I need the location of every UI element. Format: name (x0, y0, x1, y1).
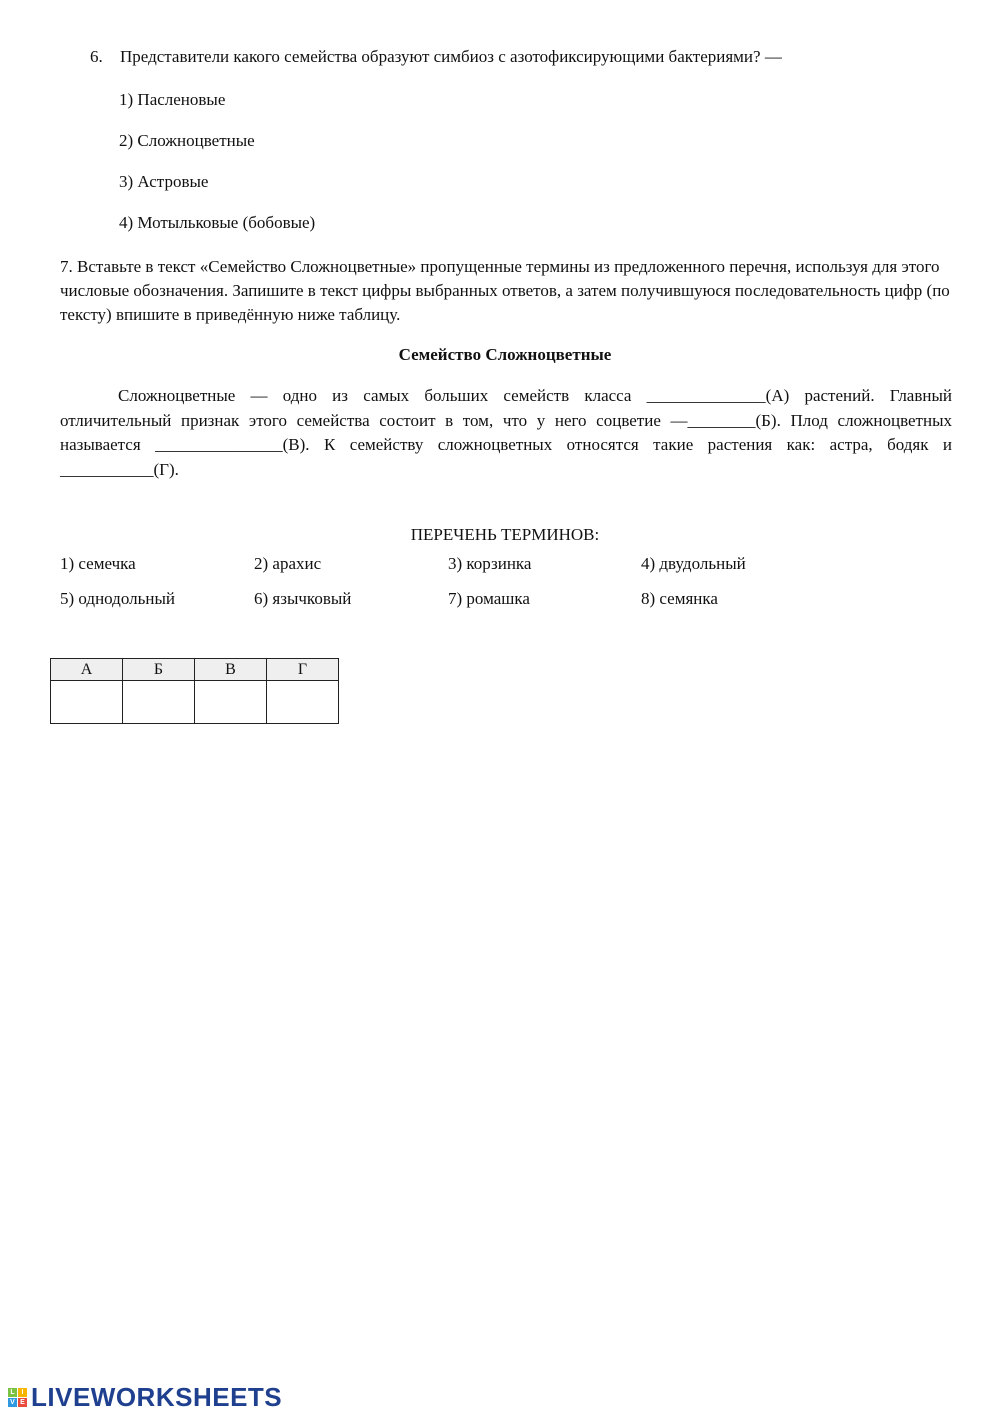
logo-block-i: I (18, 1388, 27, 1397)
answer-table (50, 658, 339, 724)
term-3: 3) корзинка (448, 554, 532, 573)
section-title: Семейство Сложноцветные (398, 345, 612, 364)
term-7: 7) ромашка (448, 589, 530, 608)
question-6-number: 6. (90, 47, 103, 66)
terms-list-title: ПЕРЕЧЕНЬ ТЕРМИНОВ: (410, 525, 600, 544)
logo-blocks-icon (8, 1388, 27, 1407)
term-5: 5) однодольный (60, 589, 175, 608)
question-7-instructions: 7. Вставьте в текст «Семейство Сложноцветные» пропущенные термины из предложенного перечня, используя для этого числовые обозначения. Запишите в текст цифры выбранных ответов, а затем получившуюся последовательность цифр (по тексту) впишите в приведённую ниже таблицу. (60, 257, 950, 324)
question-6-text: Представители какого семейства образуют симбиоз с азотофиксирующими бактериями? — (120, 47, 782, 66)
answer-cell-v[interactable] (195, 681, 267, 724)
answer-cell-b[interactable] (123, 681, 195, 724)
answer-cell-g[interactable] (267, 681, 339, 724)
term-1: 1) семечка (60, 554, 136, 573)
q6-option-2: 2) Сложноцветные (119, 131, 255, 150)
term-6: 6) язычковый (254, 589, 352, 608)
q6-option-3: 3) Астровые (119, 172, 209, 191)
term-2: 2) арахис (254, 554, 322, 573)
fill-in-paragraph-text: Сложноцветные — одно из самых больших семейств класса ______________(А) растений. Главный отличительный признак этого семейства состоит в том, что у него соцветие —________(Б). Плод сложноцветных называется _______________(В). К семейству сложноцветных относятся такие растения как: астра, бодяк и ___________(Г). (60, 386, 952, 479)
term-8: 8) семянка (641, 589, 718, 608)
answer-header-g: Г (267, 659, 339, 681)
q6-option-4: 4) Мотыльковые (бобовые) (119, 213, 316, 232)
logo-block-e: E (18, 1398, 27, 1407)
answer-header-a: А (51, 659, 123, 681)
answer-header-b: Б (123, 659, 195, 681)
term-4: 4) двудольный (641, 554, 746, 573)
logo-block-l: L (8, 1388, 17, 1397)
liveworksheets-logo[interactable] (8, 1382, 282, 1413)
answer-cell-a[interactable] (51, 681, 123, 724)
q6-option-1: 1) Пасленовые (119, 90, 226, 109)
logo-block-v: V (8, 1398, 17, 1407)
fill-in-paragraph (60, 384, 952, 482)
answer-table-header-row (51, 659, 339, 681)
answer-table-input-row (51, 681, 339, 724)
logo-text: LIVEWORKSHEETS (31, 1382, 283, 1412)
answer-header-v: В (195, 659, 267, 681)
question-6 (90, 47, 782, 67)
